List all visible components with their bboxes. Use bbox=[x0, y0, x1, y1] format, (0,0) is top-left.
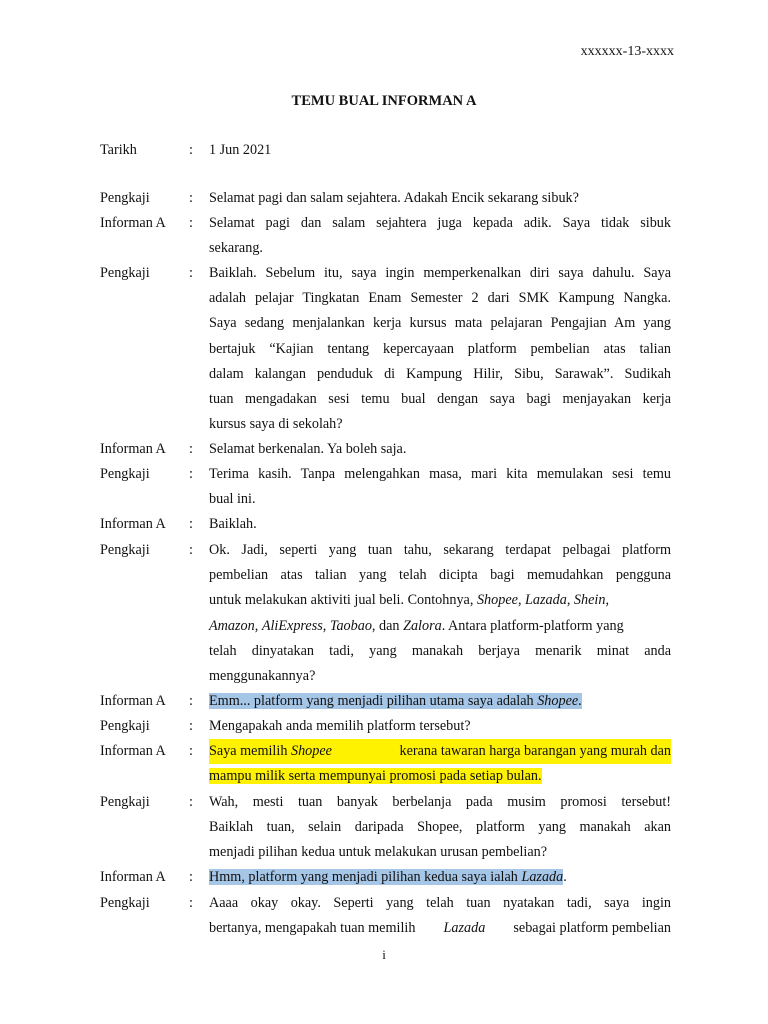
highlighted-line: Hmm, platform yang menjadi pilihan kedua saya ialah Lazada. bbox=[209, 869, 567, 885]
text-line: telah dinyatakan tadi, yang manakah berjaya menarik minat anda bbox=[209, 642, 671, 659]
date-value: 1 Jun 2021 bbox=[209, 142, 272, 158]
platform-name: Shein bbox=[573, 592, 606, 609]
platform-name: Lazada bbox=[521, 869, 564, 885]
text-line: Selamat berkenalan. Ya boleh saja. bbox=[209, 441, 407, 457]
speaker-label: Pengkaji bbox=[100, 466, 150, 482]
speaker-label: Informan A bbox=[100, 743, 166, 759]
separator-colon: : bbox=[189, 265, 193, 281]
platform-name: Amazon bbox=[209, 617, 255, 634]
separator-colon: : bbox=[189, 441, 193, 457]
platform-name: AliExpress bbox=[261, 617, 323, 634]
turn-text bbox=[209, 714, 671, 739]
speaker-label: Informan A bbox=[100, 516, 166, 532]
text-line: Amazon, AliExpress, Taobao, dan Zalora. Antara platform-platform yang bbox=[209, 617, 624, 634]
separator-colon: : bbox=[189, 743, 193, 759]
text-line: Aaaa okay okay. Seperti yang telah tuan nyatakan tadi, saya ingin bbox=[209, 895, 671, 911]
turn-text bbox=[209, 462, 671, 512]
separator-colon: : bbox=[189, 516, 193, 532]
speaker-label: Pengkaji bbox=[100, 718, 150, 734]
separator-colon: : bbox=[189, 142, 193, 158]
text-line: Selamat pagi dan salam sejahtera juga kepada adik. Saya tidak sibuk bbox=[209, 215, 671, 231]
turn-text bbox=[209, 739, 671, 789]
separator-colon: : bbox=[189, 542, 193, 558]
turn-text bbox=[209, 865, 671, 890]
speaker-label: Informan A bbox=[100, 869, 166, 885]
text-line: Baiklah tuan, selain daripada Shopee, platform yang manakah akan bbox=[209, 819, 671, 836]
speaker-label: Informan A bbox=[100, 693, 166, 709]
text-line: dalam kalangan penduduk di Kampung Hilir, Sibu, Sarawak”. Sudikah bbox=[209, 365, 671, 382]
turn-text bbox=[209, 891, 671, 941]
turn-text bbox=[209, 261, 671, 437]
text-line: sekarang. bbox=[209, 240, 263, 257]
separator-colon: : bbox=[189, 718, 193, 734]
text-line: bertanya, mengapakah tuan memilih Lazada sebagai platform pembelian bbox=[209, 916, 671, 941]
turn-text bbox=[209, 186, 671, 211]
page-number: i bbox=[382, 947, 386, 962]
text-line: bual ini. bbox=[209, 491, 256, 508]
platform-name: Lazada bbox=[525, 592, 567, 609]
text-line: Saya sedang menjalankan kerja kursus mata pelajaran Pengajian Am yang bbox=[209, 315, 671, 332]
text-line: tuan mengadakan sesi temu bual dengan saya bagi menjayakan kerja bbox=[209, 390, 671, 407]
turn-text bbox=[209, 512, 671, 537]
text-line: untuk melakukan aktiviti jual beli. Contohnya, Shopee, Lazada, Shein, bbox=[209, 592, 609, 609]
separator-colon: : bbox=[189, 466, 193, 482]
separator-colon: : bbox=[189, 190, 193, 206]
speaker-label: Informan A bbox=[100, 441, 166, 457]
text-line: menggunakannya? bbox=[209, 667, 316, 684]
speaker-label: Pengkaji bbox=[100, 190, 150, 206]
highlighted-line: Saya memilih Shopee kerana tawaran harga barangan yang murah dan bbox=[209, 739, 671, 764]
text-line: Baiklah. bbox=[209, 516, 257, 532]
turn-text bbox=[209, 211, 671, 261]
platform-name: Shopee bbox=[537, 693, 579, 709]
turn-text bbox=[209, 437, 671, 462]
separator-colon: : bbox=[189, 869, 193, 885]
highlighted-line: mampu milik serta mempunyai promosi pada setiap bulan. bbox=[209, 768, 542, 785]
text-line: Wah, mesti tuan banyak berbelanja pada musim promosi tersebut! bbox=[209, 794, 671, 810]
speaker-label: Pengkaji bbox=[100, 265, 150, 281]
document-code: xxxxxx-13-xxxx bbox=[580, 44, 674, 59]
separator-colon: : bbox=[189, 895, 193, 911]
text-line: bertajuk “Kajian tentang kepercayaan platform pembelian atas talian bbox=[209, 340, 671, 357]
turn-text bbox=[209, 538, 671, 689]
speaker-label: Pengkaji bbox=[100, 794, 150, 810]
text-line: Baiklah. Sebelum itu, saya ingin memperkenalkan diri saya dahulu. Saya bbox=[209, 265, 671, 281]
text-line: pembelian atas talian yang telah dicipta bagi memudahkan pengguna bbox=[209, 567, 671, 584]
platform-name: Lazada bbox=[443, 920, 486, 937]
speaker-label: Informan A bbox=[100, 215, 166, 231]
date-label: Tarikh bbox=[100, 142, 137, 158]
text-line: Ok. Jadi, seperti yang tuan tahu, sekarang terdapat pelbagai platform bbox=[209, 542, 671, 558]
separator-colon: : bbox=[189, 215, 193, 231]
text-line: Terima kasih. Tanpa melengahkan masa, mari kita memulakan sesi temu bbox=[209, 466, 671, 482]
platform-name: Shopee bbox=[290, 743, 332, 759]
separator-colon: : bbox=[189, 794, 193, 810]
document-title: TEMU BUAL INFORMAN A bbox=[291, 93, 477, 109]
separator-colon: : bbox=[189, 693, 193, 709]
text-line: menjadi pilihan kedua untuk melakukan urusan pembelian? bbox=[209, 844, 548, 861]
platform-name: Zalora bbox=[403, 617, 442, 634]
platform-name: Taobao bbox=[329, 617, 372, 634]
turn-text bbox=[209, 689, 671, 714]
speaker-label: Pengkaji bbox=[100, 542, 150, 558]
speaker-label: Pengkaji bbox=[100, 895, 150, 911]
platform-name: Shopee bbox=[476, 592, 518, 609]
text-line: adalah pelajar Tingkatan Enam Semester 2 dari SMK Kampung Nangka. bbox=[209, 290, 671, 307]
text-line: Mengapakah anda memilih platform tersebut? bbox=[209, 718, 471, 734]
turn-text bbox=[209, 790, 671, 866]
text-line: kursus saya di sekolah? bbox=[209, 416, 343, 433]
highlighted-line: Emm... platform yang menjadi pilihan utama saya adalah Shopee. bbox=[209, 693, 582, 709]
text-line: Selamat pagi dan salam sejahtera. Adakah Encik sekarang sibuk? bbox=[209, 190, 579, 206]
